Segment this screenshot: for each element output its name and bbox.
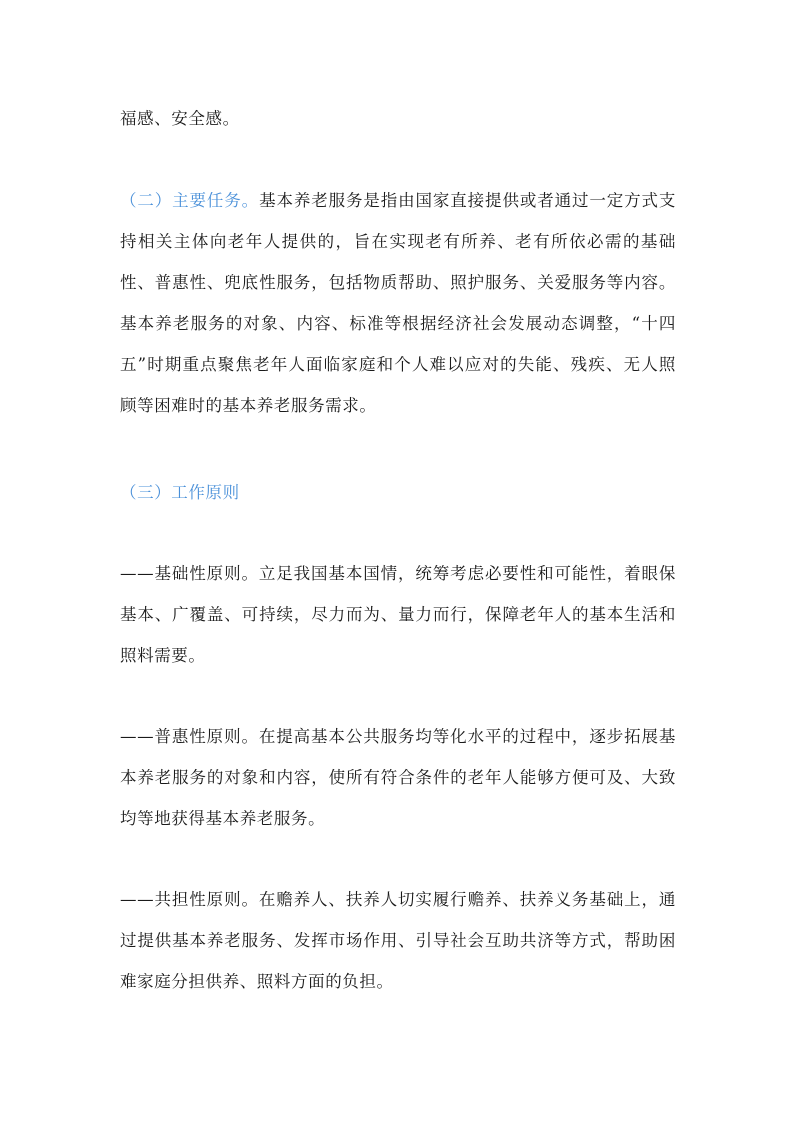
paragraph-text: ——基础性原则。立足我国基本国情，统筹考虑必要性和可能性，着眼保基本、广覆盖、可持续，尽力而为、量力而行，保障老年人的基本生活和照料需要。 [120, 564, 676, 665]
paragraph-text: 福感、安全感。 [120, 109, 240, 128]
paragraph-text: ——共担性原则。在赡养人、扶养人切实履行赡养、扶养义务基础上，通过提供基本养老服务、发挥市场作用、引导社会互助共济等方式，帮助困难家庭分担供养、照料方面的负担。 [120, 890, 676, 991]
paragraph-shared-principle [120, 879, 676, 1002]
section-heading-main-tasks: （二）主要任务。 [120, 191, 260, 210]
paragraph-main-tasks [120, 180, 676, 426]
paragraph-text: 基本养老服务是指由国家直接提供或者通过一定方式支持相关主体向老年人提供的，旨在实现老有所养、老有所依必需的基础性、普惠性、兜底性服务，包括物质帮助、照护服务、关爱服务等内容。基本养老服务的对象、内容、标准等根据经济社会发展动态调整，“十四五”时期重点聚焦老年人面临家庭和个人难以应对的失能、残疾、无人照顾等困难时的基本养老服务需求。 [120, 191, 676, 415]
paragraph-work-principles-heading [120, 472, 240, 513]
paragraph-text: ——普惠性原则。在提高基本公共服务均等化水平的过程中，逐步拓展基本养老服务的对象和内容，使所有符合条件的老年人能够方便可及、大致均等地获得基本养老服务。 [120, 727, 676, 828]
paragraph-inclusive-principle [120, 716, 676, 839]
paragraph-continuation [120, 98, 240, 139]
paragraph-basic-principle [120, 553, 676, 676]
section-heading-work-principles: （三）工作原则 [120, 483, 240, 502]
